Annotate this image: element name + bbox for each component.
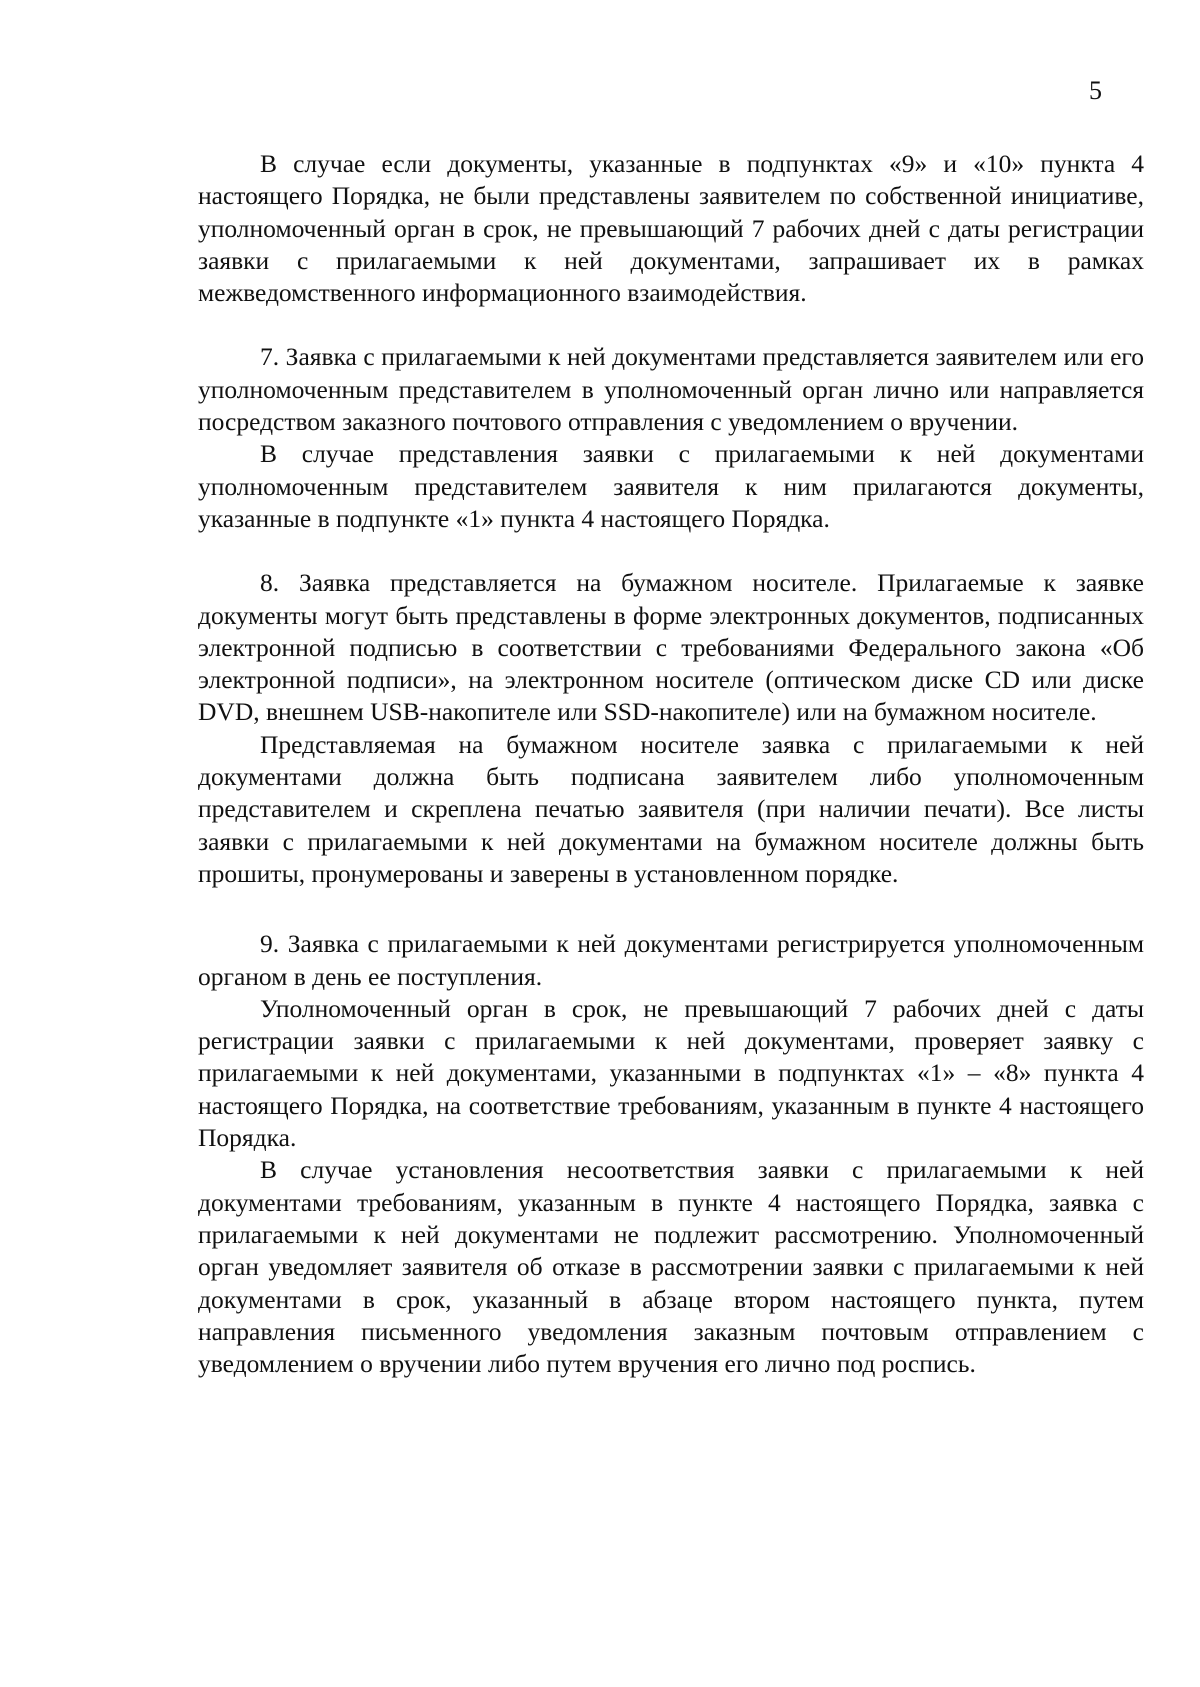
paragraph-representative-documents: В случае представления заявки с прилагаемыми к ней документами уполномоченным представителем заявителя к ним прилагаются документы, указанные в подпункте «1» пункта 4 настоящего Порядка. (198, 439, 1144, 533)
paragraph-verification: Уполномоченный орган в срок, не превышающий 7 рабочих дней с даты регистрации заявки с прилагаемыми к ней документами, проверяет заявку с прилагаемыми к ней документами, указанными в подпунктах «1» – «8» пункта 4 настоящего Порядка, на соответствие требованиям, указанным в пункте 4 настоящего Порядка. (198, 993, 1144, 1153)
paragraph-item-8: 8. Заявка представляется на бумажном носителе. Прилагаемые к заявке документы могут быть представлены в форме электронных документов, подписанных электронной подписью в соответствии с требованиями Федерального закона «Об электронной подписи», на электронном носителе (оптическом диске CD или диске DVD, внешнем USB-накопителе или SSD-накопителе) или на бумажном носителе. (198, 568, 1144, 727)
paragraph-paper-application: Представляемая на бумажном носителе заявка с прилагаемыми к ней документами должна быть подписана заявителем либо уполномоченным представителем и скреплена печатью заявителя (при наличии печати). Все листы заявки с прилагаемыми к ней документами на бумажном носителе должны быть прошиты, пронумерованы и заверены в установленном порядке. (198, 729, 1144, 888)
paragraph-item-9: 9. Заявка с прилагаемыми к ней документами регистрируется уполномоченным органом в день ее поступления. (198, 929, 1144, 991)
page-number: 5 (1089, 76, 1102, 105)
paragraph-rejection: В случае установления несоответствия заявки с прилагаемыми к ней документами требованиям, указанным в пункте 4 настоящего Порядка, заявка с прилагаемыми к ней документами не подлежит рассмотрению. Уполномоченный орган уведомляет заявителя об отказе в рассмотрении заявки с прилагаемыми к ней документами в срок, указанный в абзаце втором настоящего пункта, путем направления письменного уведомления заказным почтовым отправлением с уведомлением о вручении либо путем вручения его лично под роспись. (198, 1155, 1144, 1379)
document-body (198, 148, 1144, 1380)
paragraph-interdepartmental-request: В случае если документы, указанные в подпунктах «9» и «10» пункта 4 настоящего Порядка, не были представлены заявителем по собственной инициативе, уполномоченный орган в срок, не превышающий 7 рабочих дней с даты регистрации заявки с прилагаемыми к ней документами, запрашивает их в рамках межведомственного информационного взаимодействия. (198, 149, 1144, 308)
paragraph-item-7: 7. Заявка с прилагаемыми к ней документами представляется заявителем или его уполномоченным представителем в уполномоченный орган лично или направляется посредством заказного почтового отправления с уведомлением о вручении. (198, 342, 1144, 437)
